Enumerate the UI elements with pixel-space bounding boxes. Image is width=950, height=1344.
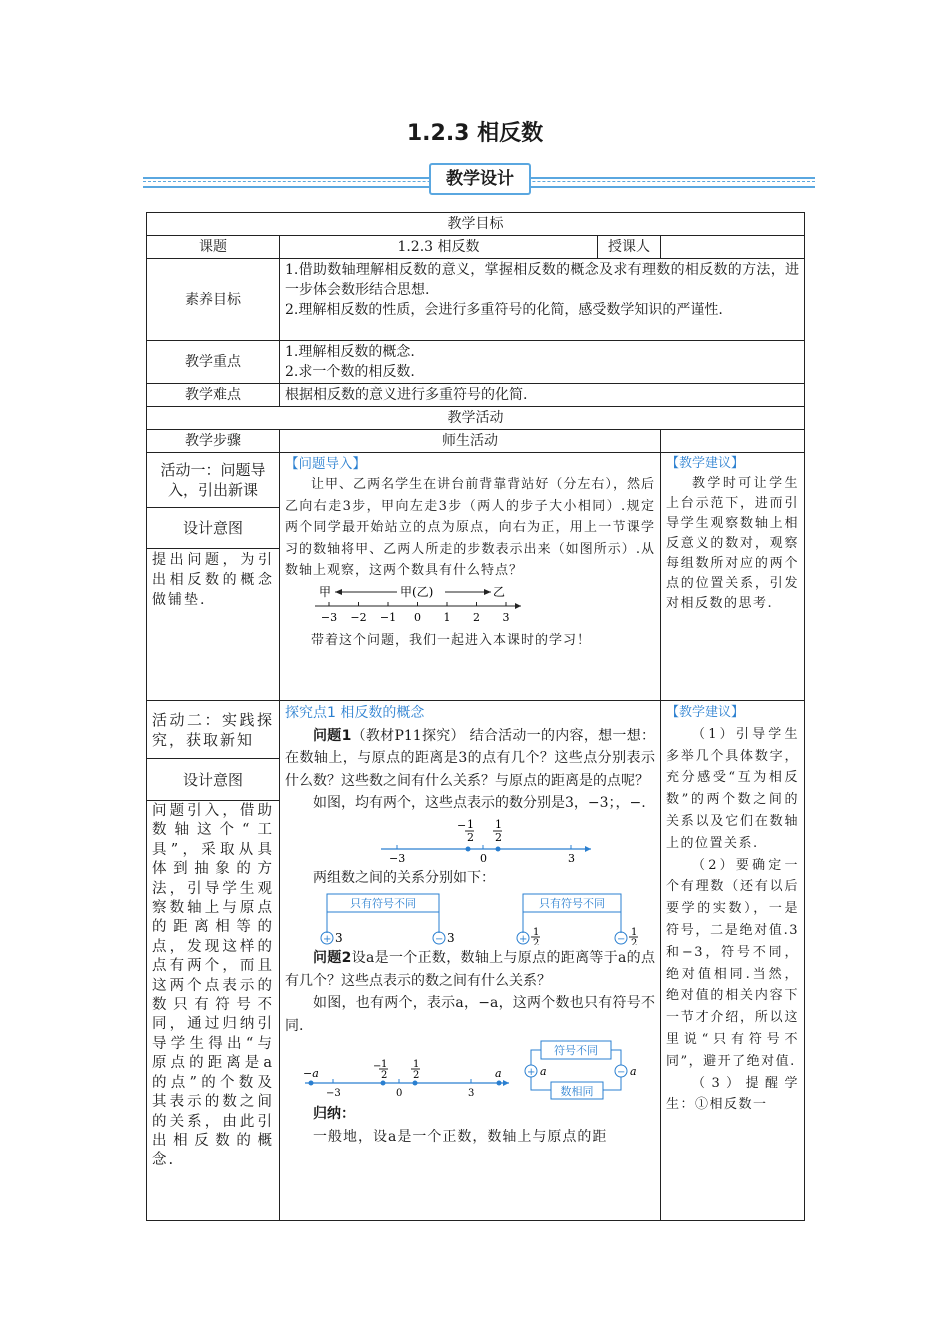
- goal-header: 教学目标: [147, 213, 805, 236]
- fig3-neg-half-num: 1: [381, 1059, 388, 1070]
- a1-text: 如图，均有两个，这些点表示的数分别是3，−3；，−.: [313, 795, 646, 811]
- activity2-suggest-3: （3）提醒学生：①相反数一: [666, 1075, 799, 1113]
- rel2-left-num: 1: [533, 927, 540, 938]
- fig2-neg-sign: −: [457, 818, 467, 832]
- fig1-tick-label: 0: [414, 610, 421, 624]
- fig1-ticks: [321, 602, 510, 624]
- rel1-right-value: 3: [447, 931, 455, 945]
- rel1-text: 只有符号不同: [350, 897, 416, 910]
- literacy-goal-2: 2.理解相反数的性质，会进行多重符号的化简，感受数学知识的严谨性.: [285, 302, 723, 318]
- fig2-point-neg-half: [466, 846, 471, 851]
- key-points: [280, 341, 805, 384]
- activity2-intent: 问题引入，借助数轴这个“工具”，采取从具体到抽象的方法，引导学生观察数轴上与原点的距离相等的点，发现这样的点有两个，而且这两个点表示的数只有符号不同，通过归纳引导学生得出“与原点的距离是a的点”的个数及其表示的数之间的关系，由此引出相反数的概念.: [147, 801, 280, 1221]
- fig3-neg-half-den: 2: [381, 1070, 388, 1081]
- fig2-neg-half-den: 2: [467, 830, 474, 844]
- banner-label: 教学设计: [429, 163, 531, 195]
- relation-text: 两组数之间的关系分别如下：: [313, 869, 495, 886]
- teacher-label: 授课人: [598, 236, 661, 259]
- q2-label: 问题2: [313, 950, 352, 966]
- q1-text: （教材P11探究） 结合活动一的内容，想一想：在数轴上，与原点的距离是3的点有几个？这些点分别表示什么数？这些数之间有什么关系？与原点的距离是的点呢？: [285, 727, 655, 789]
- rel2-minus: −: [617, 934, 626, 945]
- fig3-point-neg-a: [309, 1081, 314, 1086]
- fig3-label-neg3: −3: [326, 1088, 341, 1099]
- rel1-minus: −: [435, 934, 444, 945]
- key-point-2: 2.求一个数的相反数.: [285, 364, 415, 380]
- activity1-number-line-figure: [285, 584, 525, 628]
- rel2-text: 只有符号不同: [539, 897, 605, 910]
- activity1-intent-label: 设计意图: [147, 508, 280, 549]
- fig2-label-pos3: 3: [568, 851, 575, 865]
- steps-label: 教学步骤: [147, 430, 280, 453]
- rel3-minus: −: [617, 1067, 626, 1078]
- activity2-number-line-2: [285, 1039, 645, 1101]
- rel3-top-text: 符号不同: [554, 1044, 598, 1057]
- page-title: 1.2.3 相反数: [406, 121, 544, 146]
- rel3-bottom-text: 数相同: [560, 1085, 594, 1098]
- activity1-title: 活动一：问题导入，引出新课: [147, 453, 280, 508]
- activity2-title: 活动二：实践探究，获取新知: [147, 701, 280, 759]
- fig3-label-neg-a: −a: [303, 1067, 319, 1080]
- activity2-intent-label: 设计意图: [147, 759, 280, 801]
- rel3-plus: +: [527, 1067, 536, 1078]
- activity2-relation-diagram: [285, 891, 645, 945]
- activity2-suggest-1: （1）引导学生多举几个具体数字，充分感受“互为相反数”的两个数之间的关系以及它们在数轴上的位置关系.: [666, 726, 799, 851]
- literacy-label: 素养目标: [147, 259, 280, 341]
- fig1-label-mid: 甲(乙): [400, 584, 434, 599]
- fig3-label-a: a: [495, 1067, 502, 1080]
- fig1-tick-label: −2: [350, 610, 367, 624]
- fig1-label-left: 甲: [319, 584, 332, 599]
- fig3-point-neg-half: [381, 1081, 386, 1086]
- rel1-left-value: 3: [335, 931, 343, 945]
- rel2-right-den: 2: [631, 938, 638, 945]
- literacy-goals: [280, 259, 805, 341]
- key-point-1: 1.理解相反数的概念.: [285, 344, 415, 360]
- rel2-left-den: 2: [533, 938, 540, 945]
- q2-text: 设a是一个正数，数轴上与原点的距离等于a的点有几个？这些点表示的数之间有什么关系？: [285, 950, 655, 989]
- fig2-label-zero: 0: [480, 851, 487, 865]
- activity-col-label: 师生活动: [280, 430, 661, 453]
- topic-value: 1.2.3 相反数: [280, 236, 598, 259]
- summary-label: 归纳：: [313, 1106, 355, 1122]
- fig3-neg-sign: −: [373, 1061, 382, 1072]
- activity1-content: [280, 453, 661, 701]
- teacher-value: [661, 236, 805, 259]
- summary-text: 一般地，设a是一个正数，数轴上与原点的距: [313, 1128, 608, 1145]
- fig3-point-a: [497, 1081, 502, 1086]
- fig1-tick-label: 2: [473, 610, 480, 624]
- fig1-axis-arrow: [515, 603, 521, 609]
- difficulty-value: 根据相反数的意义进行多重符号的化简.: [280, 384, 805, 407]
- activity2-section: 探究点1 相反数的概念: [285, 705, 425, 721]
- activity2-suggest-2: （2）要确定一个有理数（还有以后要学的实数），一是符号，二是绝对值.3和−3，符号不同，绝对值相同.当然，绝对值的相关内容下一节才介绍，所以这里说“只有符号不同”，避开了绝对值.: [666, 857, 799, 1069]
- fig1-arrow-right-head: [484, 589, 491, 595]
- fig2-axis-arrow: [585, 846, 591, 852]
- rel2-plus: +: [519, 934, 528, 945]
- fig3-label-zero: 0: [396, 1088, 403, 1099]
- fig1-tick-label: −3: [320, 610, 338, 624]
- fig1-label-right: 乙: [493, 584, 506, 599]
- activity2-number-line-1: [285, 817, 615, 865]
- rel3-left-a: a: [540, 1065, 547, 1078]
- fig3-pos-half-num: 1: [413, 1059, 420, 1070]
- rel1-plus: +: [323, 934, 332, 945]
- section-banner: [143, 162, 815, 196]
- rel2-right-num: 1: [631, 927, 638, 938]
- key-label: 教学重点: [147, 341, 280, 384]
- activity2-content: [280, 701, 661, 1221]
- activity2-suggest-title: 【教学建议】: [666, 705, 745, 720]
- rel3-right-a: a: [630, 1065, 637, 1078]
- fig3-axis-arrow: [503, 1080, 509, 1086]
- activity1-suggest-title: 【教学建议】: [666, 456, 745, 471]
- empty-cell: [661, 430, 805, 453]
- lesson-table: [146, 212, 805, 1221]
- topic-label: 课题: [147, 236, 280, 259]
- difficulty-label: 教学难点: [147, 384, 280, 407]
- literacy-goal-1: 1.借助数轴理解相反数的意义，掌握相反数的概念及求有理数的相反数的方法，进一步体会数形结合思想.: [285, 262, 799, 298]
- fig3-point-pos-half: [413, 1081, 418, 1086]
- a2-text: 如图，也有两个，表示a，−a，这两个数也只有符号不同.: [285, 995, 655, 1034]
- fig2-point-pos-half: [496, 846, 501, 851]
- activity-header: 教学活动: [147, 407, 805, 430]
- activity1-section: 【问题导入】: [285, 456, 366, 472]
- fig1-tick-label: 1: [443, 610, 451, 624]
- activity1-para1: 让甲、乙两名学生在讲台前背靠背站好（分左右），然后乙向右走3步，甲向左走3步（两人的步子大小相同）.规定两个同学最开始站立的点为原点，向右为正，用上一节课学习的数轴将甲、乙两人所走的步数表示出来（如图所示）.从数轴上观察，这两个数具有什么特点？: [285, 477, 655, 578]
- fig2-pos-half-num: 1: [495, 817, 502, 831]
- fig1-tick-label: −1: [379, 610, 397, 624]
- fig3-pos-half-den: 2: [413, 1070, 420, 1081]
- fig1-tick-label: 3: [502, 610, 510, 624]
- q1-label: 问题1: [313, 727, 352, 744]
- fig2-neg-half-num: 1: [467, 817, 474, 831]
- fig2-label-neg3: −3: [389, 851, 406, 865]
- fig3-label-pos3: 3: [468, 1088, 475, 1099]
- fig1-arrow-left-head: [335, 589, 342, 595]
- fig2-pos-half-den: 2: [495, 830, 502, 844]
- activity1-suggest: [661, 453, 805, 701]
- activity1-intent: 提出问题，为引出相反数的概念做铺垫.: [147, 549, 280, 701]
- activity2-suggest: [661, 701, 805, 1221]
- activity1-para2: 带着这个问题，我们一起进入本课时的学习！: [311, 632, 592, 648]
- activity1-suggest-text: 教学时可让学生上台示范下，进而引导学生观察数轴上相反意义的数对，观察每组数所对应的两个点的位置关系，引发对相反数的思考.: [666, 476, 799, 611]
